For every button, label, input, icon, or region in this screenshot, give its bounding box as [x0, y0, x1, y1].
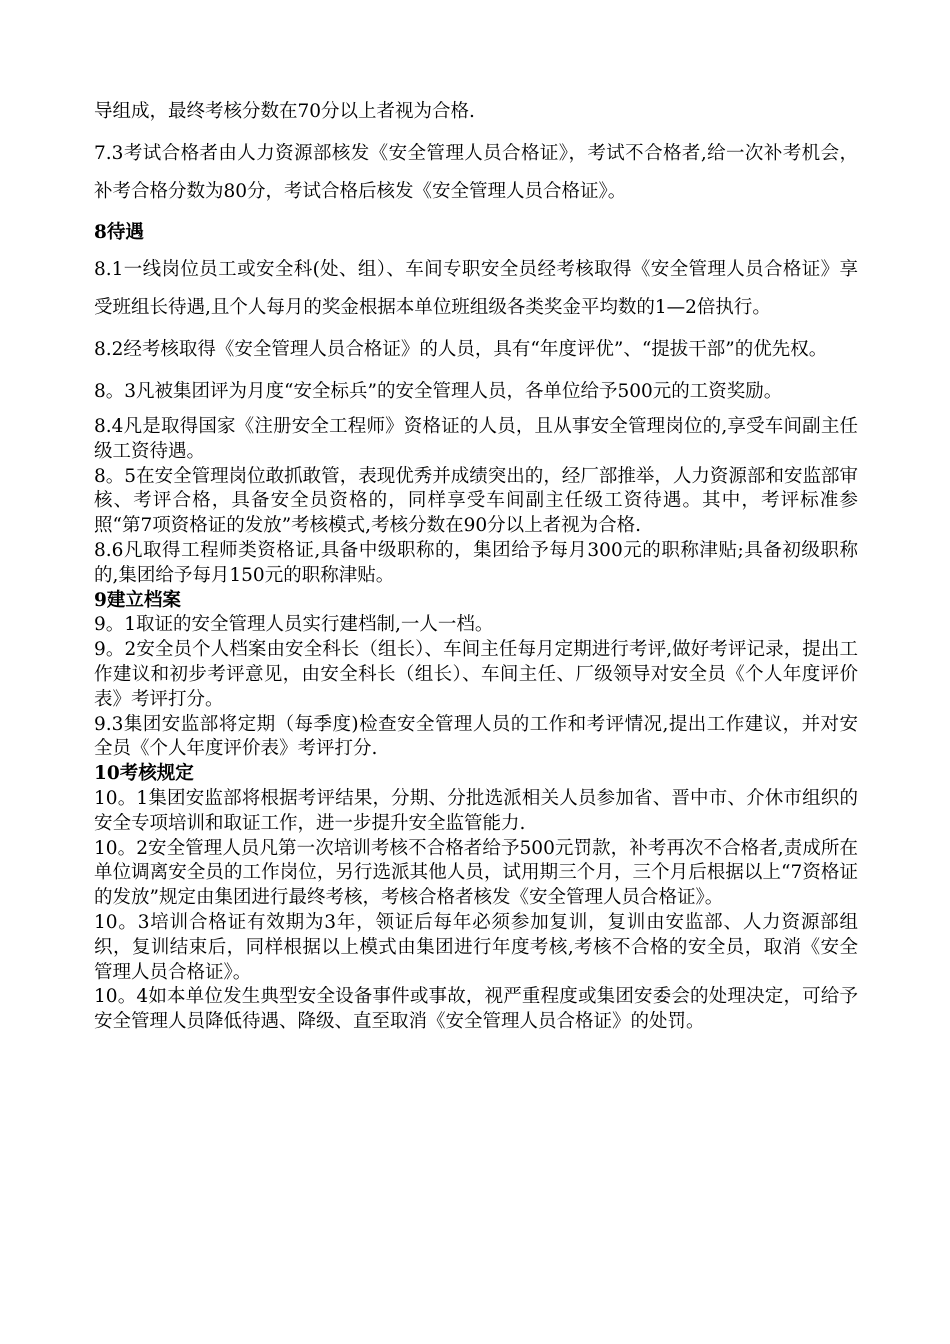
paragraph: 8.1一线岗位员工或安全科(处、组）、车间专职安全员经考核取得《安全管理人员合格证》享受班组长待遇,且个人每月的奖金根据本单位班组级各类奖金平均数的1—2倍执行。 [94, 259, 858, 318]
document-page [94, 93, 858, 1035]
paragraph: 9.3集团安监部将定期（每季度)检查安全管理人员的工作和考评情况,提出工作建议，并对安全员《个人年度评价表》考评打分. [94, 713, 858, 760]
paragraph: 8。3凡被集团评为月度“安全标兵”的安全管理人员，各单位给予500元的工资奖励。 [94, 381, 783, 402]
paragraph: 10。3培训合格证有效期为3年，领证后每年必须参加复训，复训由安监部、人力资源部组织，复训结束后，同样根据以上模式由集团进行年度考核,考核不合格的安全员，取消《安全管理人员合格证》。 [94, 911, 858, 983]
section-heading: 8待遇 [94, 222, 144, 243]
paragraph: 8.6凡取得工程师类资格证,具备中级职称的，集团给予每月300元的职称津贴;具备初级职称的,集团给予每月150元的职称津贴。 [94, 539, 858, 586]
paragraph: 10。1集团安监部将根据考评结果，分期、分批选派相关人员参加省、晋中市、介休市组织的安全专项培训和取证工作，进一步提升安全监管能力. [94, 787, 858, 834]
paragraph: 7.3考试合格者由人力资源部核发《安全管理人员合格证》，考试不合格者,给一次补考机会，补考合格分数为80分，考试合格后核发《安全管理人员合格证》。 [94, 143, 858, 202]
paragraph: 8。5在安全管理岗位敢抓敢管，表现优秀并成绩突出的，经厂部推举，人力资源部和安监部审核、考评合格，具备安全员资格的，同样享受车间副主任级工资待遇。其中，考评标准参照“第7项资格证的发放”考核模式,考核分数在90分以上者视为合格. [94, 465, 858, 537]
section-heading: 9建立档案 [94, 589, 181, 611]
paragraph: 导组成，最终考核分数在70分以上者视为合格. [94, 101, 475, 122]
paragraph: 10。2安全管理人员凡第一次培训考核不合格者给予500元罚款，补考再次不合格者,责成所在单位调离安全员的工作岗位，另行选派其他人员，试用期三个月，三个月后根据以上“7资格证的发放”规定由集团进行最终考核，考核合格者核发《安全管理人员合格证》。 [94, 837, 858, 909]
paragraph: 8.4凡是取得国家《注册安全工程师》资格证的人员，且从事安全管理岗位的,享受车间副主任级工资待遇。 [94, 416, 858, 462]
paragraph: 8.2经考核取得《安全管理人员合格证》的人员，具有“年度评优”、“提拔干部”的优先权。 [94, 339, 828, 360]
section-heading: 10考核规定 [94, 763, 194, 785]
paragraph: 9。2安全员个人档案由安全科长（组长）、车间主任每月定期进行考评,做好考评记录，提出工作建议和初步考评意见，由安全科长（组长）、车间主任、厂级领导对安全员《个人年度评价表》考评打分。 [94, 639, 858, 710]
paragraph: 9。1取证的安全管理人员实行建档制,一人一档。 [94, 614, 494, 636]
paragraph: 10。4如本单位发生典型安全设备事件或事故，视严重程度或集团安委会的处理决定，可给予安全管理人员降低待遇、降级、直至取消《安全管理人员合格证》的处罚。 [94, 986, 858, 1033]
